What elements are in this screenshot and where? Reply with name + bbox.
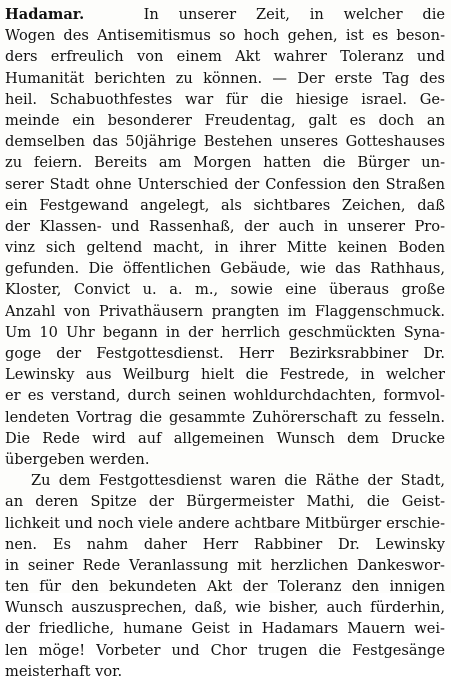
article-text-line: Anzahl von Privathäusern prangten im Flaggenschmuck. bbox=[5, 302, 445, 320]
article-text-line: vinz sich geltend macht, in ihrer Mitte keinen Boden bbox=[5, 239, 445, 257]
article-text-line: zu feiern. Bereits am Morgen hatten die Bürger un- bbox=[5, 154, 445, 172]
article-text-line: der friedliche, humane Geist in Hadamars Mauern wei- bbox=[5, 620, 445, 638]
article-text-line: gefunden. Die öffentlichen Gebäude, wie das Rathhaus, bbox=[5, 260, 445, 278]
article-text-line: Lewinsky aus Weilburg hielt die Festrede, in welcher bbox=[5, 366, 445, 384]
paragraph-first-line: Zu dem Festgottesdienst waren die Räthe der Stadt, bbox=[31, 472, 445, 490]
article-text-line: in seiner Rede Veranlassung mit herzlichen Dankeswor- bbox=[5, 556, 445, 574]
article-text-line: meisterhaft vor. bbox=[5, 662, 123, 680]
article-text-line: ten für den bekundeten Akt der Toleranz den innigen bbox=[5, 578, 445, 596]
article-text-line: Wogen des Antisemitismus so hoch gehen, ist es beson- bbox=[5, 27, 445, 45]
article-text-line: serer Stadt ohne Unterschied der Confession den Straßen bbox=[5, 175, 445, 193]
article-text-line: ein Festgewand angelegt, als sichtbares Zeichen, daß bbox=[5, 196, 445, 214]
article-text-line: Um 10 Uhr begann in der herrlich geschmückten Syna- bbox=[5, 323, 445, 341]
article-text-line: lendeten Vortrag die gesammte Zuhörerschaft zu fesseln. bbox=[5, 408, 445, 426]
article-text-line: meinde ein besonderer Freudentag, galt es doch an bbox=[5, 111, 445, 129]
article-text-line: goge der Festgottesdienst. Herr Bezirksrabbiner Dr. bbox=[5, 345, 445, 362]
article-text-line: Humanität berichten zu können. — Der erste Tag des bbox=[5, 69, 445, 87]
article-text-line: übergeben werden. bbox=[5, 450, 150, 468]
article-text-line: Kloster, Convict u. a. m., sowie eine überaus große bbox=[5, 281, 445, 299]
article-text-line: demselben das 50jährige Bestehen unseres Gotteshauses bbox=[5, 133, 445, 151]
article-text-line: Wunsch auszusprechen, daß, wie bisher, auch fürderhin, bbox=[5, 599, 445, 617]
dateline: Hadamar. bbox=[5, 6, 85, 23]
article-text-line: lichkeit und noch viele andere achtbare Mitbürger erschie- bbox=[5, 514, 445, 532]
article-text-line: heil. Schabuothfestes war für die hiesige israel. Ge- bbox=[5, 90, 445, 108]
article-text-line: an deren Spitze der Bürgermeister Mathi, die Geist- bbox=[5, 493, 445, 511]
article-text-line: nen. Es nahm daher Herr Rabbiner Dr. Lewinsky bbox=[5, 535, 445, 553]
article-first-line bbox=[5, 4, 445, 25]
article-text-line: der Klassen- und Rassenhaß, der auch in unserer Pro- bbox=[5, 217, 445, 235]
article-text-line: ders erfreulich von einem Akt wahrer Toleranz und bbox=[5, 48, 445, 66]
article-text-line: len möge! Vorbeter und Chor trugen die Festgesänge bbox=[5, 641, 445, 659]
article-text-line: In unserer Zeit, in welcher die bbox=[143, 6, 445, 23]
article-body bbox=[5, 4, 445, 682]
article-text-line: Die Rede wird auf allgemeinen Wunsch dem Drucke bbox=[5, 429, 445, 447]
article-text-line: er es verstand, durch seinen wohldurchdachten, formvol- bbox=[5, 387, 445, 405]
